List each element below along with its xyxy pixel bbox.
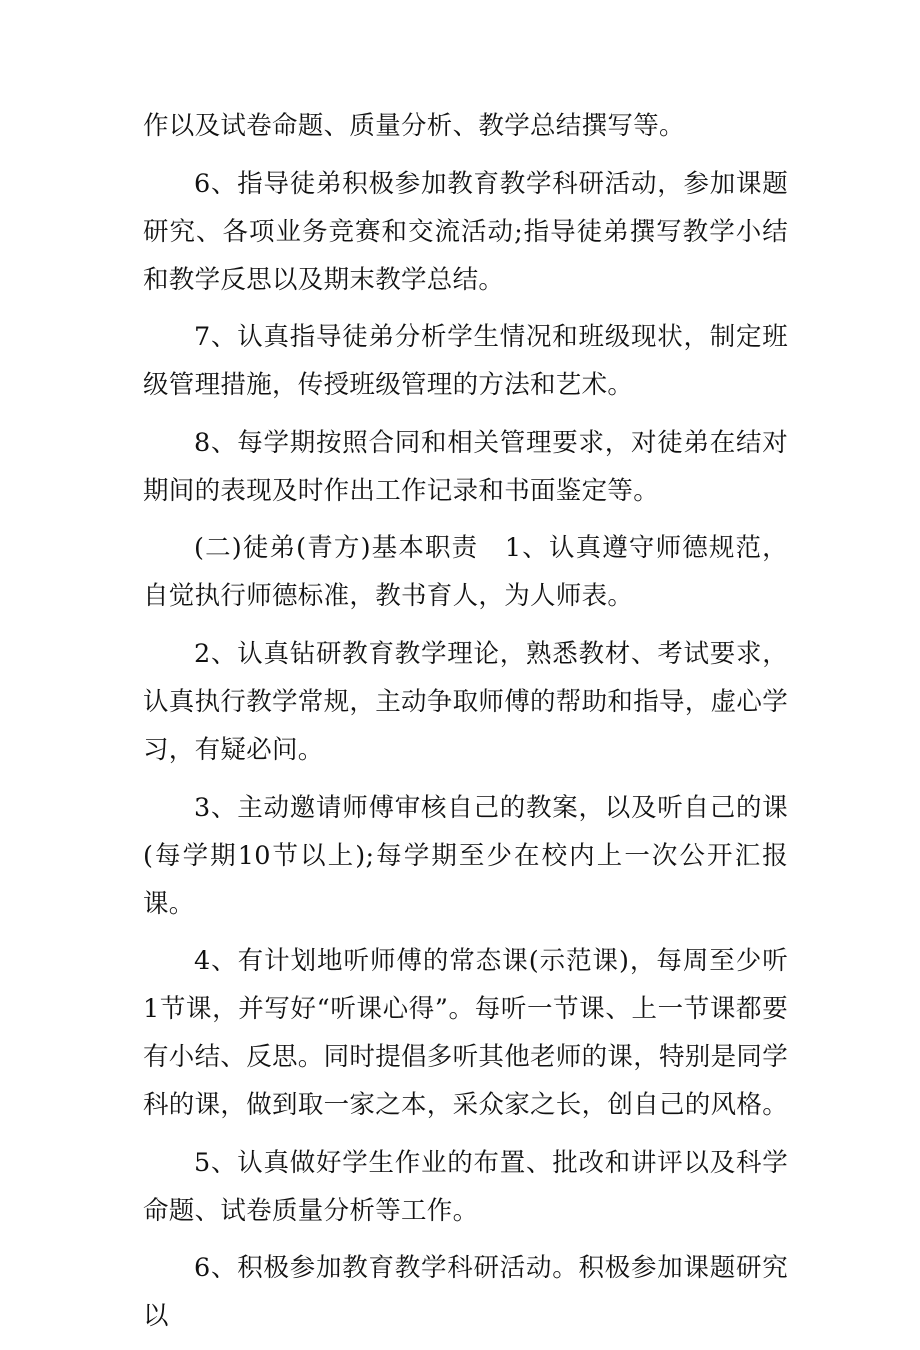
paragraph-apprentice-duty-6: 6、积极参加教育教学科研活动。积极参加课题研究以 <box>143 1253 788 1332</box>
paragraph-apprentice-heading-duty-1: (二)徒弟(青方)基本职责 1、认真遵守师德规范，自觉执行师德标准，教书育人，为人师表。 <box>143 533 788 612</box>
document-body <box>143 102 788 1350</box>
paragraph-apprentice-duty-3: 3、主动邀请师傅审核自己的教案，以及听自己的课(每学期10节以上);每学期至少在校内上一次公开汇报课。 <box>143 792 788 919</box>
paragraph-apprentice-duty-4: 4、有计划地听师傅的常态课(示范课)，每周至少听1节课，并写好“听课心得”。每听一节课、上一节课都要有小结、反思。同时提倡多听其他老师的课，特别是同学科的课，做到取一家之本，采众家之长，创自己的风格。 <box>143 946 789 1121</box>
paragraph-mentor-duty-7: 7、认真指导徒弟分析学生情况和班级现状，制定班级管理措施，传授班级管理的方法和艺术。 <box>143 322 788 401</box>
paragraph-apprentice-duty-5: 5、认真做好学生作业的布置、批改和讲评以及科学命题、试卷质量分析等工作。 <box>143 1147 788 1226</box>
paragraph-continuation: 作以及试卷命题、质量分析、教学总结撰写等。 <box>143 111 685 141</box>
paragraph-apprentice-duty-2: 2、认真钻研教育教学理论，熟悉教材、考试要求，认真执行教学常规，主动争取师傅的帮助和指导，虚心学习，有疑必问。 <box>143 638 789 765</box>
paragraph-mentor-duty-6: 6、指导徒弟积极参加教育教学科研活动，参加课题研究、各项业务竞赛和交流活动;指导徒弟撰写教学小结和教学反思以及期末教学总结。 <box>143 168 788 295</box>
paragraph-mentor-duty-8: 8、每学期按照合同和相关管理要求，对徒弟在结对期间的表现及时作出工作记录和书面鉴定等。 <box>143 427 788 506</box>
